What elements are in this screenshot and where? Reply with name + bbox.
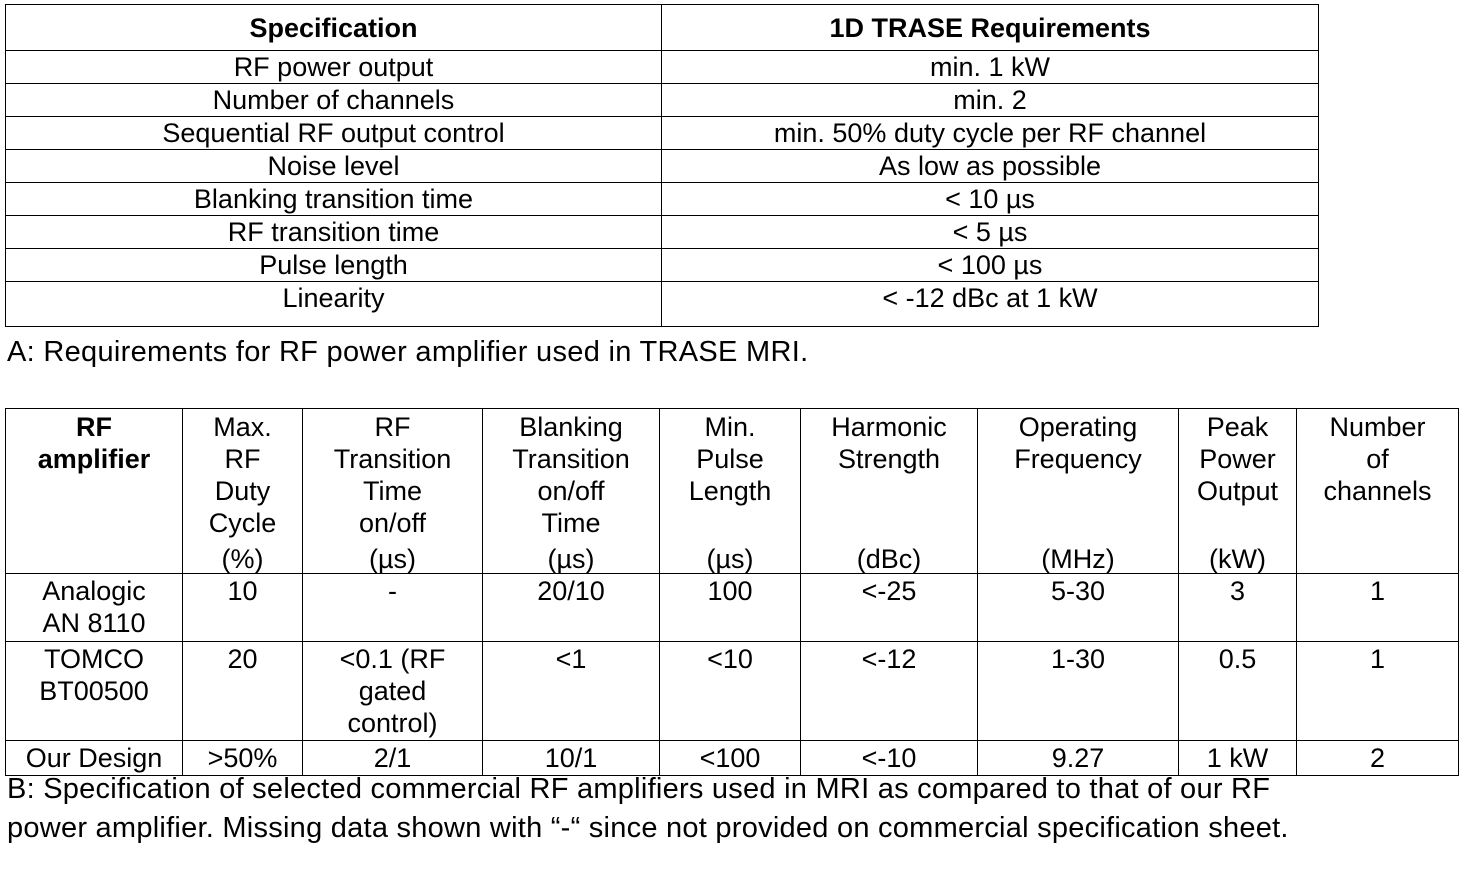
column-header <box>978 409 1179 574</box>
header-line: Transition <box>512 444 630 474</box>
value-cell: 1 <box>1297 574 1459 642</box>
header-line: Output <box>1196 476 1279 506</box>
value-cell: - <box>303 574 483 642</box>
value-cell: 9.27 <box>978 741 1179 776</box>
header-line: RF <box>224 444 261 474</box>
value-cell: 100 <box>660 574 801 642</box>
value-cell: <10 <box>660 642 801 741</box>
table-row <box>6 249 1319 282</box>
header-line: Strength <box>837 444 941 474</box>
value-cell: >50% <box>183 741 303 776</box>
spec-cell: Pulse length <box>6 249 662 282</box>
value-cell: <-10 <box>801 741 978 776</box>
header-unit: (kW) <box>1209 544 1266 574</box>
caption-a: A: Requirements for RF power amplifier used in TRASE MRI. <box>7 336 809 368</box>
header-unit: (%) <box>221 544 264 574</box>
header-line: Cycle <box>208 508 277 538</box>
value-cell: <1 <box>483 642 660 741</box>
header-line: Duty <box>214 476 271 506</box>
header-requirements: 1D TRASE Requirements <box>662 5 1319 51</box>
column-header <box>303 409 483 574</box>
spec-cell: Noise level <box>6 150 662 183</box>
header-line: Length <box>688 476 772 506</box>
spec-cell: Linearity <box>6 282 662 327</box>
header-line: Frequency <box>1014 444 1142 474</box>
header-line: amplifier <box>37 444 151 474</box>
value-cell: 1-30 <box>978 642 1179 741</box>
amplifier-name-cell: TOMCO BT00500 <box>6 642 183 741</box>
amplifier-comparison-table <box>5 408 1459 776</box>
value-cell: 1 <box>1297 642 1459 741</box>
spec-cell: RF power output <box>6 51 662 84</box>
header-line: on/off <box>358 508 427 538</box>
header-line: Pulse <box>696 444 764 474</box>
requirement-cell: min. 1 kW <box>662 51 1319 84</box>
header-line: Max. <box>213 412 272 442</box>
requirement-cell: < 100 µs <box>662 249 1319 282</box>
table-header-row <box>6 409 1459 574</box>
value-cell: 2/1 <box>303 741 483 776</box>
column-header <box>483 409 660 574</box>
value-cell: 5-30 <box>978 574 1179 642</box>
requirement-cell: < 10 µs <box>662 183 1319 216</box>
requirement-cell: min. 50% duty cycle per RF channel <box>662 117 1319 150</box>
spec-cell: RF transition time <box>6 216 662 249</box>
value-cell: 20 <box>183 642 303 741</box>
table-row <box>6 642 1459 741</box>
requirement-cell: As low as possible <box>662 150 1319 183</box>
header-line: on/off <box>537 476 605 506</box>
table-row <box>6 183 1319 216</box>
header-line: Harmonic <box>831 412 947 442</box>
table-row <box>6 117 1319 150</box>
header-unit: (µs) <box>547 544 595 574</box>
value-cell: <-25 <box>801 574 978 642</box>
header-line: Time <box>363 476 422 506</box>
requirements-table <box>5 4 1319 327</box>
header-line: Min. <box>704 412 756 442</box>
table-row <box>6 84 1319 117</box>
column-header <box>660 409 801 574</box>
caption-b: B: Specification of selected commercial RF amplifiers used in MRI as compared to that of our RF power amplifier. Missing data shown with “-“ since not provided on commercial specification sheet. <box>7 773 1289 844</box>
requirement-cell: < 5 µs <box>662 216 1319 249</box>
amplifier-name-cell: Our Design <box>6 741 183 776</box>
header-line: Power <box>1199 444 1276 474</box>
header-line: of <box>1366 444 1389 474</box>
amplifier-name-cell: Analogic AN 8110 <box>6 574 183 642</box>
value-cell: <100 <box>660 741 801 776</box>
column-header <box>1297 409 1459 574</box>
column-header <box>183 409 303 574</box>
requirement-cell: min. 2 <box>662 84 1319 117</box>
value-cell: 10/1 <box>483 741 660 776</box>
spec-cell: Sequential RF output control <box>6 117 662 150</box>
header-unit: (dBc) <box>856 544 922 574</box>
value-cell: 20/10 <box>483 574 660 642</box>
column-header <box>801 409 978 574</box>
table-row <box>6 574 1459 642</box>
spec-cell: Blanking transition time <box>6 183 662 216</box>
header-line: Peak <box>1206 412 1269 442</box>
header-line: Operating <box>1018 412 1138 442</box>
header-line: RF <box>76 412 112 442</box>
table-row <box>6 216 1319 249</box>
value-cell: <0.1 (RF gated control) <box>303 642 483 741</box>
value-cell: 3 <box>1179 574 1297 642</box>
header-line: Blanking <box>519 412 623 442</box>
value-cell: 2 <box>1297 741 1459 776</box>
column-header <box>6 409 183 574</box>
header-line: RF <box>374 412 411 442</box>
table-header-row <box>6 5 1319 51</box>
header-unit: (MHz) <box>1041 544 1115 574</box>
value-cell: 0.5 <box>1179 642 1297 741</box>
header-line: channels <box>1323 476 1432 506</box>
header-line: Transition <box>333 444 452 474</box>
spec-cell: Number of channels <box>6 84 662 117</box>
value-cell: 1 kW <box>1179 741 1297 776</box>
header-unit: (µs) <box>706 544 754 574</box>
value-cell: <-12 <box>801 642 978 741</box>
header-specification: Specification <box>6 5 662 51</box>
value-cell: 10 <box>183 574 303 642</box>
header-unit: (µs) <box>368 544 417 574</box>
table-row <box>6 51 1319 84</box>
table-row <box>6 282 1319 327</box>
header-line: Number <box>1329 412 1426 442</box>
table-row <box>6 150 1319 183</box>
requirement-cell: < -12 dBc at 1 kW <box>662 282 1319 327</box>
column-header <box>1179 409 1297 574</box>
header-line: Time <box>541 508 601 538</box>
